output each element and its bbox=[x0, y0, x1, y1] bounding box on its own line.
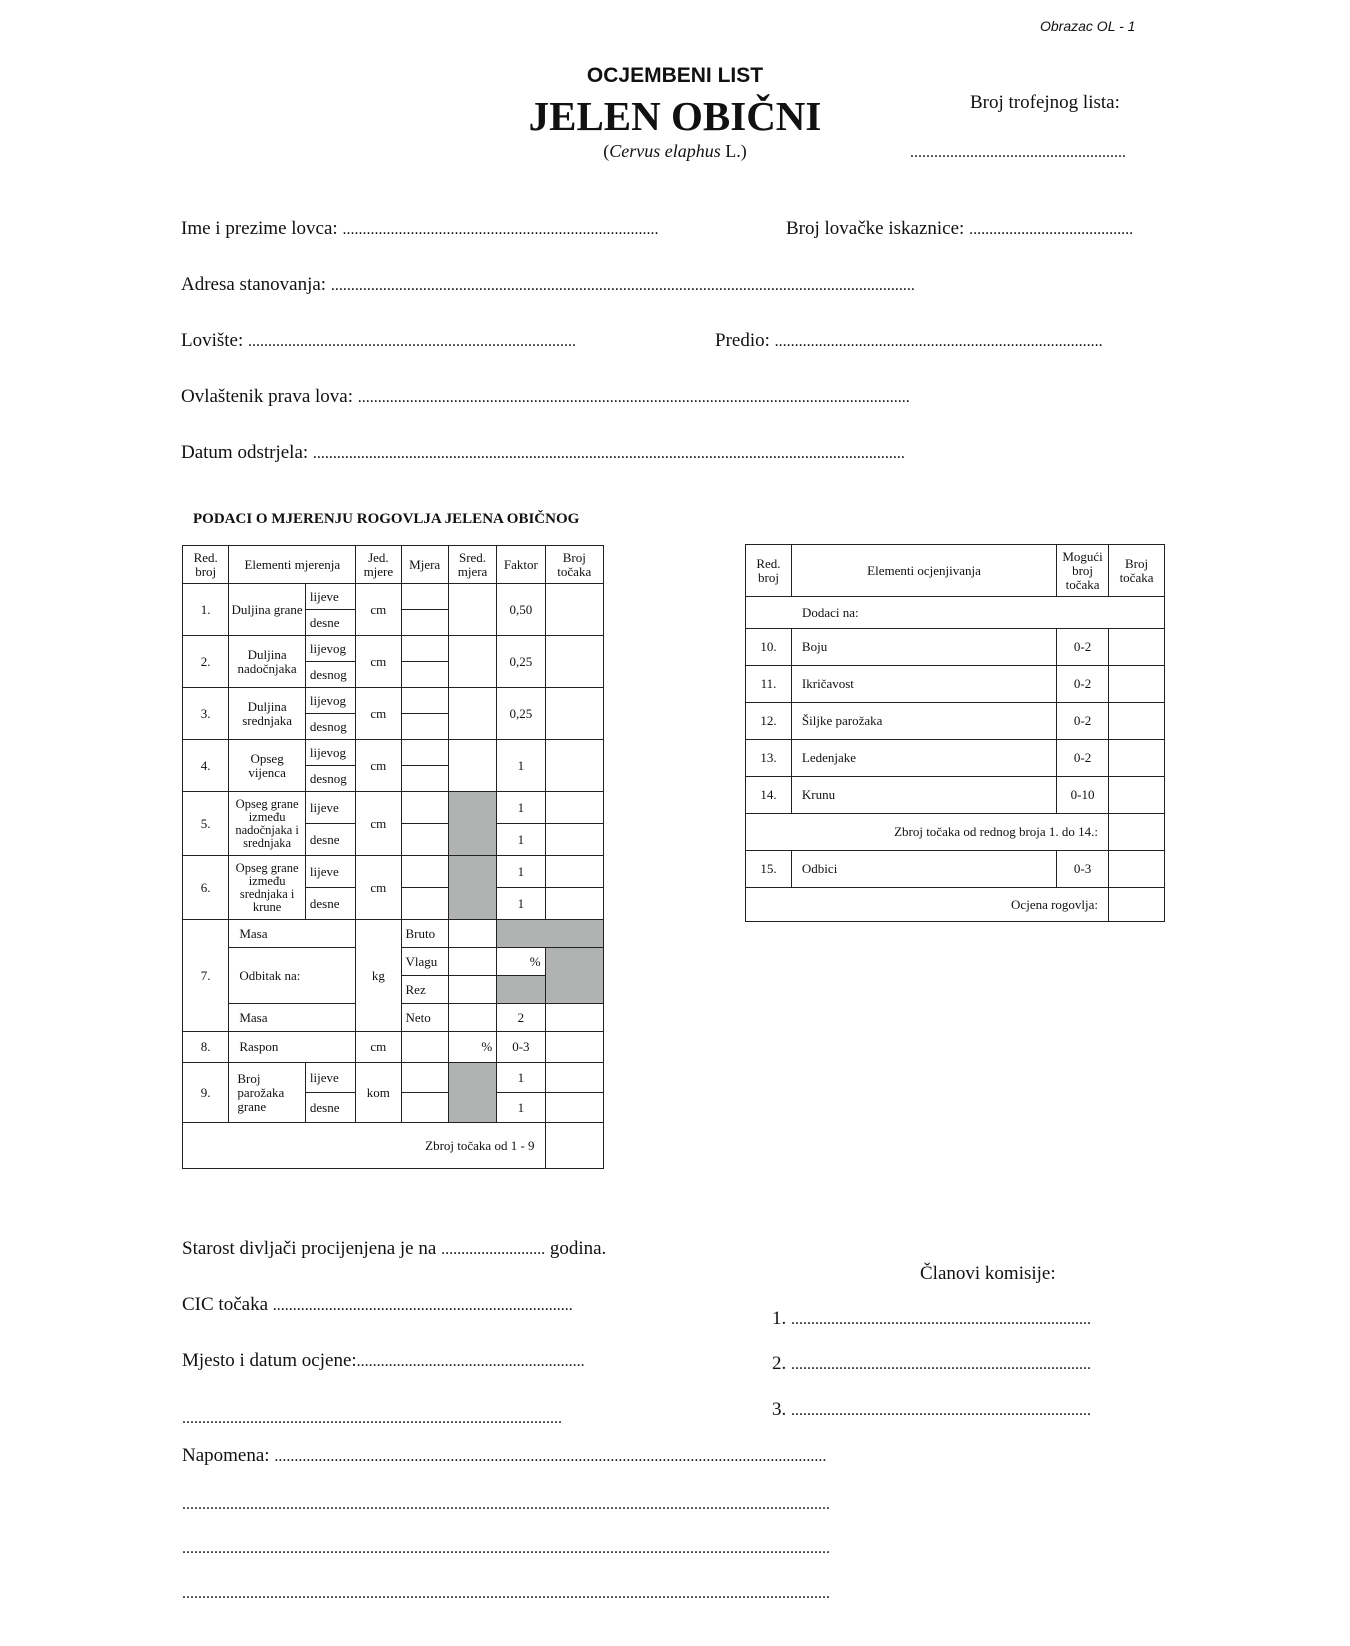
factor-label: 1 bbox=[497, 792, 545, 824]
header-elementi: Elementi mjerenja bbox=[229, 546, 356, 584]
trophy-list-field[interactable]: ...................................................... bbox=[910, 144, 1126, 161]
avg-input[interactable] bbox=[448, 740, 496, 792]
table-row bbox=[183, 920, 604, 948]
element-label: Opseg grane između srednjaka i krune bbox=[229, 856, 306, 920]
element-label: Broj parožaka grane bbox=[229, 1063, 306, 1123]
side-label: lijeve bbox=[305, 1063, 355, 1093]
hunting-ground-label: Lovište: bbox=[181, 330, 244, 351]
evaluation-header-row bbox=[746, 545, 1165, 597]
address-row bbox=[181, 274, 915, 296]
header-broj-tocaka: Broj točaka bbox=[1109, 545, 1165, 597]
note-line[interactable]: .................................................................................................................................................................. bbox=[182, 1540, 830, 1557]
cic-label: CIC točaka bbox=[182, 1294, 269, 1315]
range-label: 0-2 bbox=[1057, 666, 1109, 703]
points-input[interactable] bbox=[545, 740, 603, 792]
header-jed-mjere: Jed. mjere bbox=[356, 546, 401, 584]
document-title: OCJEMBENI LIST bbox=[586, 64, 764, 87]
hunter-name-label: Ime i prezime lovca: bbox=[181, 218, 338, 239]
header-faktor: Faktor bbox=[497, 546, 545, 584]
vlagu-label: Vlagu bbox=[401, 948, 448, 976]
table-row bbox=[183, 740, 604, 766]
percent-sign: % bbox=[529, 953, 541, 969]
total-label: Zbroj točaka od 1 - 9 bbox=[183, 1123, 546, 1169]
unit-label: cm bbox=[356, 636, 401, 688]
age-label: Starost divljači procijenjena je na bbox=[182, 1238, 437, 1259]
note-line[interactable]: .................................................................................................................................................................. bbox=[182, 1496, 830, 1513]
measurement-section-title: PODACI O MJERENJU ROGOVLJA JELENA OBIČNOG bbox=[193, 511, 580, 527]
points-input[interactable] bbox=[545, 856, 603, 888]
factor-label: 0,25 bbox=[497, 688, 545, 740]
element-label: Šiljke parožaka bbox=[791, 703, 1056, 740]
bruto-input[interactable] bbox=[448, 920, 496, 948]
disabled-cell bbox=[497, 920, 604, 948]
total-row bbox=[183, 1123, 604, 1169]
hunter-name-field[interactable]: ............................................................................... bbox=[342, 221, 659, 238]
range-label: 0-2 bbox=[1057, 740, 1109, 777]
committee-member-2 bbox=[772, 1353, 1091, 1375]
factor-label: 2 bbox=[497, 1004, 545, 1032]
unit-label: kg bbox=[356, 920, 401, 1032]
side-label: lijeve bbox=[305, 792, 355, 824]
date-row bbox=[181, 442, 905, 464]
factor-label: 0-3 bbox=[497, 1032, 545, 1063]
measure-input[interactable] bbox=[401, 856, 448, 888]
measure-input[interactable] bbox=[401, 636, 448, 662]
points-input[interactable] bbox=[545, 584, 603, 636]
table-row bbox=[183, 688, 604, 714]
row-number: 10. bbox=[746, 629, 792, 666]
table-row bbox=[183, 1063, 604, 1093]
points-input[interactable] bbox=[1109, 629, 1165, 666]
factor-label: 0,50 bbox=[497, 584, 545, 636]
measure-input[interactable] bbox=[401, 610, 448, 636]
row-number: 3. bbox=[183, 688, 229, 740]
unit-label: cm bbox=[356, 584, 401, 636]
age-row bbox=[182, 1238, 606, 1260]
side-label: desnog bbox=[305, 714, 355, 740]
side-label: desne bbox=[305, 1093, 355, 1123]
final-label: Ocjena rogovlja: bbox=[746, 888, 1109, 922]
committee-number: 1. bbox=[772, 1308, 787, 1329]
holder-row bbox=[181, 386, 910, 408]
element-label: Krunu bbox=[791, 777, 1056, 814]
factor-label: 1 bbox=[497, 740, 545, 792]
measurement-table bbox=[182, 545, 604, 1169]
points-input[interactable] bbox=[1109, 851, 1165, 888]
measure-input[interactable] bbox=[401, 1063, 448, 1093]
table-row bbox=[746, 703, 1165, 740]
points-input[interactable] bbox=[545, 636, 603, 688]
table-row bbox=[183, 584, 604, 610]
side-label: desne bbox=[305, 824, 355, 856]
row-number: 2. bbox=[183, 636, 229, 688]
row-number: 7. bbox=[183, 920, 229, 1032]
trophy-list-label: Broj trofejnog lista: bbox=[970, 92, 1120, 113]
area-row bbox=[715, 330, 1103, 352]
place-date-row bbox=[182, 1350, 585, 1372]
cic-row bbox=[182, 1294, 573, 1316]
additions-label: Dodaci na: bbox=[746, 597, 1165, 629]
table-row bbox=[183, 636, 604, 662]
points-input[interactable] bbox=[1109, 703, 1165, 740]
row-number: 6. bbox=[183, 856, 229, 920]
neto-input[interactable] bbox=[448, 1004, 496, 1032]
license-label: Broj lovačke iskaznice: bbox=[786, 218, 965, 239]
element-label: Duljina srednjaka bbox=[229, 688, 306, 740]
evaluation-table bbox=[745, 544, 1165, 922]
row-number: 9. bbox=[183, 1063, 229, 1123]
rez-input[interactable] bbox=[448, 976, 496, 1004]
points-input[interactable] bbox=[1109, 740, 1165, 777]
neto-label: Neto bbox=[401, 1004, 448, 1032]
points-input[interactable] bbox=[545, 1032, 603, 1063]
range-label: 0-10 bbox=[1057, 777, 1109, 814]
measure-input[interactable] bbox=[401, 1032, 448, 1063]
date-label: Datum odstrjela: bbox=[181, 442, 309, 463]
element-label: Boju bbox=[791, 629, 1056, 666]
points-input[interactable] bbox=[1109, 666, 1165, 703]
age-field[interactable]: .......................... bbox=[441, 1241, 546, 1258]
address-label: Adresa stanovanja: bbox=[181, 274, 327, 295]
element-label: Duljina grane bbox=[229, 584, 306, 636]
avg-disabled-cell bbox=[448, 792, 496, 856]
row-number: 15. bbox=[746, 851, 792, 888]
date-field[interactable]: .................................................................................................................................................... bbox=[312, 445, 905, 462]
additions-row bbox=[746, 597, 1165, 629]
percent-sign: % bbox=[481, 1039, 493, 1054]
factor-label: 1 bbox=[497, 824, 545, 856]
row-number: 1. bbox=[183, 584, 229, 636]
note-row bbox=[182, 1445, 826, 1467]
latin-open: ( bbox=[603, 141, 610, 161]
side-label: desnog bbox=[305, 766, 355, 792]
moisture-percent-field[interactable] bbox=[497, 948, 545, 976]
table-row bbox=[746, 851, 1165, 888]
side-label: lijeve bbox=[305, 584, 355, 610]
points-input[interactable] bbox=[545, 792, 603, 824]
place-date-label: Mjesto i datum ocjene: bbox=[182, 1350, 357, 1371]
subtotal-row bbox=[746, 814, 1165, 851]
element-label: Opseg vijenca bbox=[229, 740, 306, 792]
span-percent-field[interactable] bbox=[448, 1032, 496, 1063]
unit-label: cm bbox=[356, 1032, 401, 1063]
place-date-field[interactable]: ......................................................... bbox=[356, 1353, 585, 1370]
element-label: Ikričavost bbox=[791, 666, 1056, 703]
table-row bbox=[746, 740, 1165, 777]
points-input[interactable] bbox=[545, 688, 603, 740]
measure-input[interactable] bbox=[401, 824, 448, 856]
latin-close: L.) bbox=[720, 141, 747, 161]
unit-label: cm bbox=[356, 856, 401, 920]
factor-label: 1 bbox=[497, 1063, 545, 1093]
bruto-label: Bruto bbox=[401, 920, 448, 948]
committee-member-1 bbox=[772, 1308, 1091, 1330]
mass-label: Masa bbox=[229, 1004, 356, 1032]
side-label: desne bbox=[305, 610, 355, 636]
element-label: Odbici bbox=[791, 851, 1056, 888]
hunting-ground-row bbox=[181, 330, 576, 352]
side-label: lijevog bbox=[305, 688, 355, 714]
age-suffix: godina. bbox=[549, 1238, 607, 1259]
measurement-header-row bbox=[183, 546, 604, 584]
row-number: 8. bbox=[183, 1032, 229, 1063]
hunting-ground-field[interactable]: .................................................................................. bbox=[248, 333, 577, 350]
row-number: 5. bbox=[183, 792, 229, 856]
measure-input[interactable] bbox=[401, 1093, 448, 1123]
final-row bbox=[746, 888, 1165, 922]
factor-label: 0,25 bbox=[497, 636, 545, 688]
vlagu-input[interactable] bbox=[448, 948, 496, 976]
points-input[interactable] bbox=[1109, 777, 1165, 814]
avg-input[interactable] bbox=[448, 636, 496, 688]
committee-member-field[interactable]: ........................................................................... bbox=[791, 1402, 1091, 1419]
measure-input[interactable] bbox=[401, 740, 448, 766]
disabled-cell bbox=[545, 948, 603, 1004]
latin-name-italic: Cervus elaphus bbox=[609, 141, 721, 161]
disabled-cell bbox=[497, 976, 545, 1004]
side-label: desne bbox=[305, 888, 355, 920]
header-sred-mjera: Sred. mjera bbox=[448, 546, 496, 584]
table-row bbox=[746, 666, 1165, 703]
row-number: 12. bbox=[746, 703, 792, 740]
header-mjera: Mjera bbox=[401, 546, 448, 584]
side-label: lijeve bbox=[305, 856, 355, 888]
measure-input[interactable] bbox=[401, 714, 448, 740]
row-number: 13. bbox=[746, 740, 792, 777]
holder-field[interactable]: .......................................................................................................................................... bbox=[357, 389, 910, 406]
range-label: 0-2 bbox=[1057, 629, 1109, 666]
points-input[interactable] bbox=[545, 1004, 603, 1032]
note-label: Napomena: bbox=[182, 1445, 270, 1466]
latin-name bbox=[450, 141, 900, 162]
holder-label: Ovlaštenik prava lova: bbox=[181, 386, 354, 407]
place-date-extra-field[interactable]: ............................................................................................... bbox=[182, 1410, 562, 1427]
cic-field[interactable]: ........................................................................... bbox=[272, 1297, 573, 1314]
committee-number: 3. bbox=[772, 1399, 787, 1420]
element-label: Raspon bbox=[229, 1032, 356, 1063]
header-moguci-broj: Mogući broj točaka bbox=[1057, 545, 1109, 597]
subtotal-label: Zbroj točaka od rednog broja 1. do 14.: bbox=[746, 814, 1109, 851]
table-row bbox=[183, 792, 604, 824]
note-field[interactable]: .......................................................................................................................................... bbox=[274, 1448, 827, 1465]
row-number: 4. bbox=[183, 740, 229, 792]
note-line[interactable]: .................................................................................................................................................................. bbox=[182, 1585, 830, 1602]
table-row bbox=[183, 856, 604, 888]
final-points-input[interactable] bbox=[1109, 888, 1165, 922]
license-row bbox=[786, 218, 1133, 240]
committee-member-3 bbox=[772, 1399, 1091, 1421]
measure-input[interactable] bbox=[401, 792, 448, 824]
points-input[interactable] bbox=[545, 1063, 603, 1093]
license-field[interactable]: ......................................... bbox=[969, 221, 1134, 238]
row-number: 11. bbox=[746, 666, 792, 703]
side-label: lijevog bbox=[305, 636, 355, 662]
points-input[interactable] bbox=[545, 1093, 603, 1123]
header-broj-tocaka: Broj točaka bbox=[545, 546, 603, 584]
avg-input[interactable] bbox=[448, 584, 496, 636]
table-row bbox=[746, 777, 1165, 814]
subtotal-points-input[interactable] bbox=[1109, 814, 1165, 851]
range-label: 0-3 bbox=[1057, 851, 1109, 888]
measure-input[interactable] bbox=[401, 584, 448, 610]
hunter-name-row bbox=[181, 218, 658, 240]
factor-label: 1 bbox=[497, 888, 545, 920]
unit-label: kom bbox=[356, 1063, 401, 1123]
side-label: lijevog bbox=[305, 740, 355, 766]
address-field[interactable]: .................................................................................................................................................. bbox=[330, 277, 915, 294]
table-row bbox=[183, 1032, 604, 1063]
header-red-broj: Red. broj bbox=[746, 545, 792, 597]
unit-label: cm bbox=[356, 740, 401, 792]
deduction-label: Odbitak na: bbox=[229, 948, 356, 1004]
header-red-broj: Red. broj bbox=[183, 546, 229, 584]
measure-input[interactable] bbox=[401, 888, 448, 920]
species-title: JELEN OBIČNI bbox=[528, 93, 822, 139]
avg-disabled-cell bbox=[448, 856, 496, 920]
side-label: desnog bbox=[305, 662, 355, 688]
area-field[interactable]: .................................................................................. bbox=[774, 333, 1103, 350]
total-points-input[interactable] bbox=[545, 1123, 603, 1169]
points-input[interactable] bbox=[545, 888, 603, 920]
table-row bbox=[746, 629, 1165, 666]
measure-input[interactable] bbox=[401, 688, 448, 714]
row-number: 14. bbox=[746, 777, 792, 814]
form-code: Obrazac OL - 1 bbox=[1040, 18, 1136, 34]
element-label: Duljina nadočnjaka bbox=[229, 636, 306, 688]
committee-number: 2. bbox=[772, 1353, 787, 1374]
measure-input[interactable] bbox=[401, 766, 448, 792]
avg-input[interactable] bbox=[448, 688, 496, 740]
header-elementi-ocjenjivanja: Elementi ocjenjivanja bbox=[791, 545, 1056, 597]
area-label: Predio: bbox=[715, 330, 770, 351]
measure-input[interactable] bbox=[401, 662, 448, 688]
element-label: Opseg grane između nadočnjaka i srednjaka bbox=[229, 792, 306, 856]
range-label: 0-2 bbox=[1057, 703, 1109, 740]
committee-member-field[interactable]: ........................................................................... bbox=[791, 1356, 1091, 1373]
avg-disabled-cell bbox=[448, 1063, 496, 1123]
factor-label: 1 bbox=[497, 1093, 545, 1123]
factor-label: 1 bbox=[497, 856, 545, 888]
committee-title: Članovi komisije: bbox=[920, 1263, 1056, 1284]
mass-label: Masa bbox=[229, 920, 356, 948]
committee-member-field[interactable]: ........................................................................... bbox=[791, 1311, 1091, 1328]
unit-label: cm bbox=[356, 792, 401, 856]
rez-label: Rez bbox=[401, 976, 448, 1004]
element-label: Ledenjake bbox=[791, 740, 1056, 777]
unit-label: cm bbox=[356, 688, 401, 740]
points-input[interactable] bbox=[545, 824, 603, 856]
